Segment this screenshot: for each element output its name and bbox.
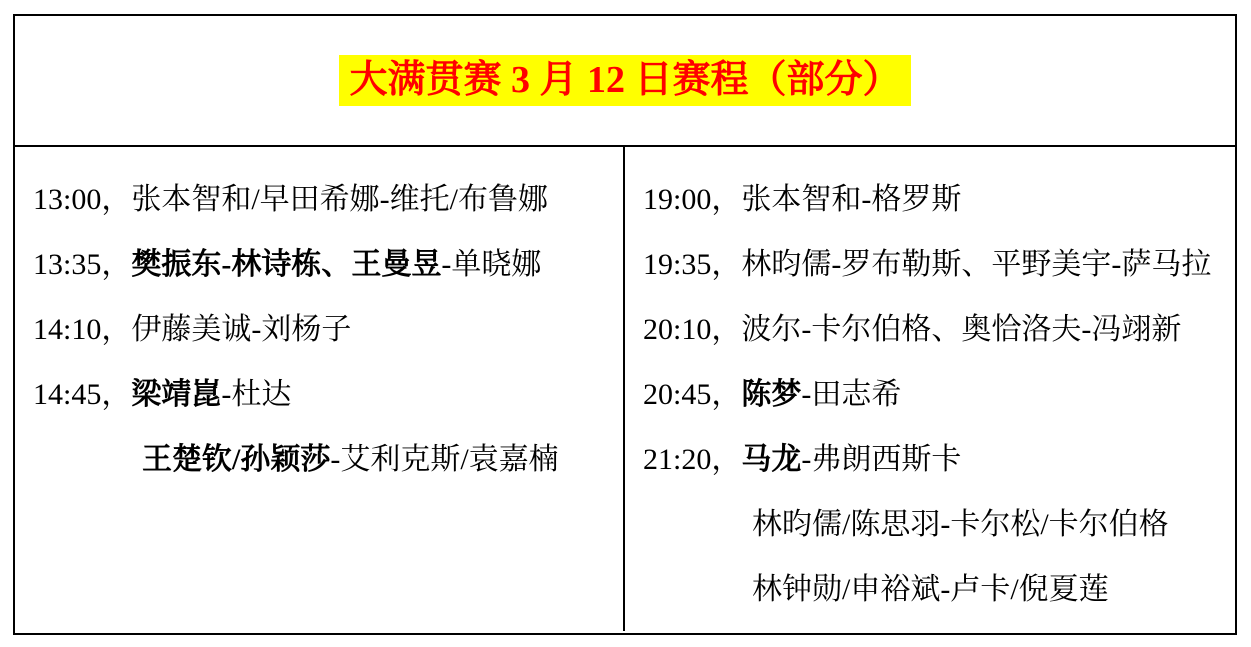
match-entry-segment: 19:35，林昀儒-罗布勒斯、平野美宇-萨马拉	[643, 247, 1212, 281]
schedule-row	[643, 163, 1235, 228]
schedule-column-left	[15, 147, 625, 631]
match-entry-segment: 林钟勋/申裕斌-卢卡/倪夏莲	[752, 572, 1109, 606]
match-entry-segment: 14:10，伊藤美诚-刘杨子	[33, 312, 352, 346]
match-entry-segment: -杜达	[221, 377, 292, 411]
match-entry-segment: -田志希	[801, 377, 902, 411]
schedule-row	[643, 488, 1235, 553]
schedule-row	[33, 228, 623, 293]
title-bar	[15, 16, 1235, 147]
match-entry-segment: 王楚钦/孙颖莎	[142, 442, 331, 476]
schedule-row	[643, 358, 1235, 423]
schedule-row	[33, 163, 623, 228]
match-entry-segment: 14:45，	[33, 377, 132, 411]
schedule-row	[643, 293, 1235, 358]
schedule-row	[33, 358, 623, 423]
schedule-row	[643, 228, 1235, 293]
schedule-row	[33, 293, 623, 358]
match-entry-segment: 19:00，张本智和-格罗斯	[643, 182, 962, 216]
schedule-column-right	[625, 147, 1235, 631]
schedule-columns	[15, 147, 1235, 631]
page-title: 大满贯赛 3 月 12 日赛程（部分）	[339, 55, 910, 107]
match-entry-segment: 13:35，	[33, 247, 132, 281]
match-entry-segment: -艾利克斯/袁嘉楠	[330, 442, 559, 476]
match-entry-segment: 樊振东-林诗栋、王曼昱	[131, 247, 442, 281]
match-entry-segment: -弗朗西斯卡	[801, 442, 962, 476]
match-entry-segment: 陈梦	[741, 377, 802, 411]
match-entry-segment: 20:45，	[643, 377, 742, 411]
schedule-row	[643, 423, 1235, 488]
match-entry-segment: 梁靖崑	[131, 377, 222, 411]
match-entry-segment: 21:20，	[643, 442, 742, 476]
match-entry-segment: 马龙	[741, 442, 802, 476]
match-entry-segment: -单晓娜	[441, 247, 542, 281]
schedule-row	[33, 423, 623, 488]
match-entry-segment: 林昀儒/陈思羽-卡尔松/卡尔伯格	[752, 507, 1169, 541]
match-entry-segment: 13:00，张本智和/早田希娜-维托/布鲁娜	[33, 182, 548, 216]
schedule-row	[643, 553, 1235, 618]
match-entry-segment: 20:10，波尔-卡尔伯格、奥恰洛夫-冯翊新	[643, 312, 1182, 346]
schedule-table-frame	[13, 14, 1237, 635]
